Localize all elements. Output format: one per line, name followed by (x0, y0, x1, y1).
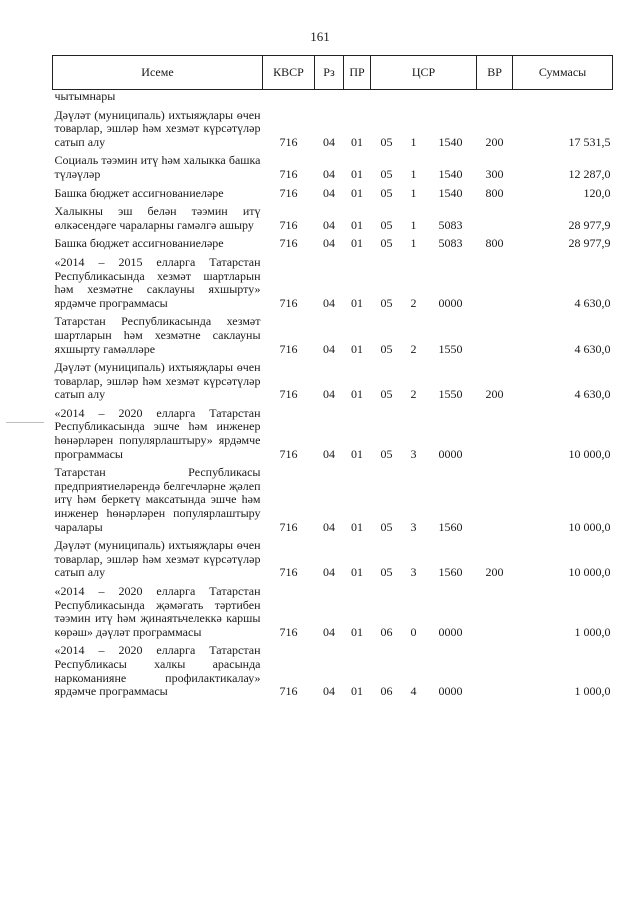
cell-vr: 200 (485, 387, 504, 402)
cell-pr: 01 (351, 217, 363, 232)
cell-csr-code: 0000 (438, 295, 463, 310)
header-vr: ВР (477, 56, 513, 90)
cell-vr (477, 405, 513, 464)
table-row (53, 254, 613, 313)
cell-kvsr: 716 (279, 519, 298, 534)
continuation-text: чытымнары (54, 89, 116, 103)
cell-pr: 01 (351, 295, 363, 310)
table-row (53, 203, 613, 235)
table-row (53, 90, 613, 107)
cell-csr-code: 5083 (438, 217, 463, 232)
cell-csr-program: 05 (380, 446, 393, 461)
cell-csr-program: 05 (380, 565, 393, 580)
cell-pr: 01 (351, 387, 363, 402)
cell-csr-subprogram: 1 (410, 185, 417, 200)
cell-name: Дәүләт (муниципаль) ихтыяҗлары өчен товарлар, эшләр һәм хезмәт күрсәтүләр сатып алу (54, 107, 261, 149)
header-kvsr: КВСР (263, 56, 315, 90)
table-row (53, 313, 613, 359)
cell-pr: 01 (351, 236, 363, 251)
cell-csr-subprogram: 4 (410, 684, 417, 699)
cell-sum: 12 287,0 (568, 166, 611, 181)
cell-sum: 4 630,0 (574, 295, 611, 310)
cell-csr-subprogram: 2 (410, 295, 417, 310)
cell-name: Халыкны эш белән тәэмин итү өлкәсендәге чараларны гамәлгә ашыру (54, 204, 261, 232)
cell-vr: 200 (485, 134, 504, 149)
cell-csr-subprogram: 1 (410, 236, 417, 251)
table-row (53, 537, 613, 583)
cell-csr-program: 05 (380, 217, 393, 232)
table-row (53, 152, 613, 184)
cell-name: Башка бюджет ассигнованиеләре (54, 185, 224, 200)
cell-csr-program: 05 (380, 341, 393, 356)
cell-rz: 04 (323, 295, 335, 310)
cell-pr: 01 (351, 166, 363, 181)
cell-csr-subprogram: 2 (410, 341, 417, 356)
cell-kvsr: 716 (279, 624, 298, 639)
cell-csr-code: 0000 (438, 684, 463, 699)
cell-csr-code: 0000 (438, 446, 463, 461)
cell-sum: 10 000,0 (568, 519, 611, 534)
cell-kvsr: 716 (279, 446, 298, 461)
cell-csr-subprogram: 1 (410, 217, 417, 232)
cell-vr (477, 642, 513, 701)
cell-kvsr: 716 (279, 217, 298, 232)
cell-rz: 04 (323, 519, 335, 534)
cell-csr-code: 5083 (438, 236, 463, 251)
cell-csr-code: 1540 (438, 134, 463, 149)
header-rz: Рз (315, 56, 344, 90)
cell-csr-program: 05 (380, 519, 393, 534)
table-row (53, 107, 613, 153)
cell-pr: 01 (351, 684, 363, 699)
table-row (53, 464, 613, 537)
cell-rz: 04 (323, 166, 335, 181)
cell-kvsr: 716 (279, 134, 298, 149)
cell-rz: 04 (323, 134, 335, 149)
cell-rz: 04 (323, 684, 335, 699)
cell-vr (477, 254, 513, 313)
cell-pr: 01 (351, 565, 363, 580)
page-number: 161 (310, 29, 330, 44)
cell-rz: 04 (323, 624, 335, 639)
budget-table (52, 55, 613, 702)
cell-pr: 01 (351, 446, 363, 461)
cell-vr (477, 464, 513, 537)
cell-sum: 4 630,0 (574, 341, 611, 356)
cell-kvsr: 716 (279, 684, 298, 699)
table-header (53, 56, 613, 90)
cell-csr-code: 1540 (438, 166, 463, 181)
header-name: Исеме (53, 56, 263, 90)
cell-csr-subprogram: 2 (410, 387, 417, 402)
cell-pr: 01 (351, 134, 363, 149)
cell-csr-code: 1550 (438, 341, 463, 356)
cell-sum: 28 977,9 (568, 236, 611, 251)
cell-kvsr: 716 (279, 387, 298, 402)
cell-csr-code: 1560 (438, 519, 463, 534)
cell-csr-subprogram: 3 (410, 519, 417, 534)
cell-sum: 17 531,5 (568, 134, 611, 149)
table-row (53, 583, 613, 642)
scan-artifact (6, 422, 44, 423)
cell-name: Дәүләт (муниципаль) ихтыяҗлары өчен товарлар, эшләр һәм хезмәт күрсәтүләр сатып алу (54, 360, 261, 402)
cell-rz: 04 (323, 446, 335, 461)
cell-csr-subprogram: 0 (410, 624, 417, 639)
cell-kvsr: 716 (279, 295, 298, 310)
cell-rz: 04 (323, 217, 335, 232)
cell-csr-subprogram: 3 (410, 565, 417, 580)
cell-name: «2014 – 2020 елларга Татарстан Республикасында эшче һәм инженер һөнәрләрен популярлаштыру» ярдәмче программасы (54, 405, 261, 461)
cell-pr: 01 (351, 519, 363, 534)
cell-vr (477, 313, 513, 359)
cell-rz: 04 (323, 565, 335, 580)
cell-name: Башка бюджет ассигнованиеләре (54, 236, 224, 251)
table-row (53, 235, 613, 254)
cell-sum: 10 000,0 (568, 565, 611, 580)
cell-name: Татарстан Республикасы предприятиеләрендә белгечләрне җәлеп итү һәм беркетү максатында эшче һәм инженер һөнәрләрен популярлаштыру чаралары (54, 465, 261, 534)
table-row (53, 359, 613, 405)
cell-pr: 01 (351, 185, 363, 200)
cell-sum: 120,0 (583, 185, 611, 200)
cell-rz: 04 (323, 341, 335, 356)
header-pr: ПР (344, 56, 371, 90)
cell-rz: 04 (323, 185, 335, 200)
cell-csr-code: 1540 (438, 185, 463, 200)
cell-vr (477, 203, 513, 235)
cell-name: Татарстан Республикасында хезмәт шартларын һәм хезмәтне саклауны яхшырту гамәлләре (54, 314, 261, 356)
cell-vr: 800 (485, 236, 504, 251)
cell-csr-program: 06 (380, 624, 393, 639)
cell-csr-program: 05 (380, 387, 393, 402)
cell-vr: 800 (485, 185, 504, 200)
header-csr: ЦСР (371, 56, 477, 90)
cell-sum: 1 000,0 (574, 684, 611, 699)
header-sum: Суммасы (513, 56, 613, 90)
cell-sum: 4 630,0 (574, 387, 611, 402)
cell-csr-subprogram: 1 (410, 166, 417, 181)
cell-kvsr: 716 (279, 166, 298, 181)
cell-rz: 04 (323, 387, 335, 402)
cell-csr-program: 06 (380, 684, 393, 699)
cell-csr-subprogram: 1 (410, 134, 417, 149)
cell-name: Дәүләт (муниципаль) ихтыяҗлары өчен товарлар, эшләр һәм хезмәт күрсәтүләр сатып алу (54, 538, 261, 580)
cell-csr-program: 05 (380, 134, 393, 149)
cell-vr: 300 (485, 166, 504, 181)
cell-csr-program: 05 (380, 295, 393, 310)
table-row (53, 405, 613, 464)
cell-sum: 10 000,0 (568, 446, 611, 461)
cell-pr: 01 (351, 624, 363, 639)
table-row (53, 185, 613, 204)
cell-name: Социаль тәэмин итү һәм халыкка башка түләүләр (54, 153, 261, 181)
cell-kvsr: 716 (279, 236, 298, 251)
cell-sum: 28 977,9 (568, 217, 611, 232)
cell-vr: 200 (485, 565, 504, 580)
cell-name: «2014 – 2020 елларга Татарстан Республикасында җәмәгать тәртибен тәэмин итү һәм җинаятьчелеккә каршы көрәш» дәүләт программасы (54, 584, 261, 639)
cell-rz: 04 (323, 236, 335, 251)
cell-csr-code: 1560 (438, 565, 463, 580)
table-row (53, 642, 613, 701)
cell-csr-program: 05 (380, 185, 393, 200)
cell-kvsr: 716 (279, 185, 298, 200)
cell-name: «2014 – 2020 елларга Татарстан Республикасы халкы арасында наркоманияне профилактикалау» ярдәмче программасы (54, 643, 261, 699)
cell-kvsr: 716 (279, 341, 298, 356)
cell-vr (477, 583, 513, 642)
cell-csr-subprogram: 3 (410, 446, 417, 461)
cell-kvsr: 716 (279, 565, 298, 580)
cell-csr-code: 1550 (438, 387, 463, 402)
cell-sum: 1 000,0 (574, 624, 611, 639)
cell-csr-program: 05 (380, 236, 393, 251)
cell-name: «2014 – 2015 елларга Татарстан Республикасында хезмәт шартларын һәм хезмәтне саклауны яхшырту» ярдәмче программасы (54, 254, 261, 310)
cell-csr-program: 05 (380, 166, 393, 181)
cell-pr: 01 (351, 341, 363, 356)
cell-csr-code: 0000 (438, 624, 463, 639)
table-body (53, 90, 613, 702)
